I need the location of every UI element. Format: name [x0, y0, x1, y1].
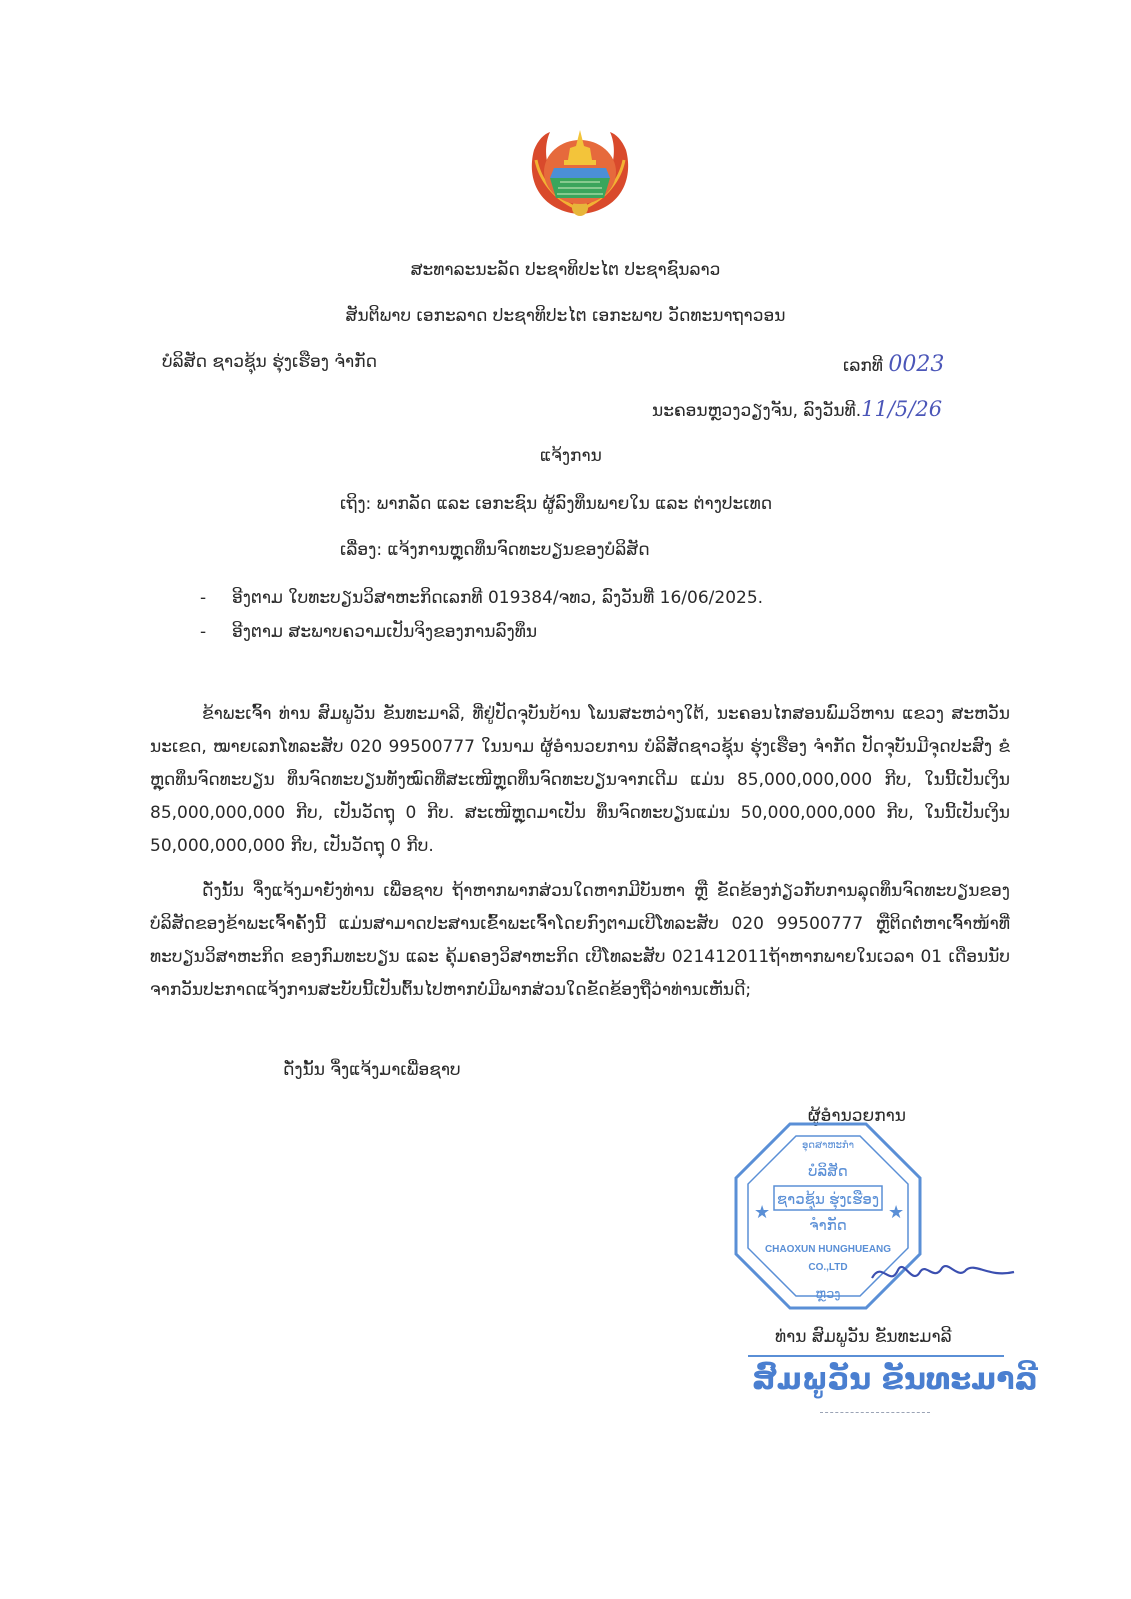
subject-line: ເລື່ອງ: ແຈ້ງການຫຼຸດທຶນຈົດທະບຽນຂອງບໍລິສັດ — [340, 540, 650, 560]
reference-item: ອີງຕາມ ໃບທະບຽນວິສາຫະກິດເລກທີ 019384/ຈທວ, ລົງວັນທີ່ 16/06/2025. — [232, 588, 764, 608]
document-number — [843, 352, 944, 377]
seal-line-3: ຈຳກັດ — [809, 1217, 847, 1234]
signer-position: ຜູ້ອຳນວຍການ — [808, 1106, 906, 1126]
seal-ring-top: ອຸດສາຫະກຳ — [801, 1140, 855, 1151]
national-emblem-icon — [520, 120, 640, 218]
company-name: ບໍລິສັດ ຊາວຊຸ້ນ ຮຸ່ງເຮືອງ ຈຳກັດ — [162, 352, 377, 372]
seal-star-icon: ★ — [888, 1202, 905, 1222]
seal-line-1: ບໍລິສັດ — [808, 1163, 848, 1180]
seal-english-2: CO.,LTD — [808, 1262, 848, 1273]
country-name: ສະທາລະນະລັດ ປະຊາທິປະໄຕ ປະຊາຊົນລາວ — [410, 260, 721, 280]
seal-line-2: ຊາວຊຸ້ນ ຮຸ່ງເຮືອງ — [776, 1191, 880, 1208]
bullet-dash: - — [200, 622, 207, 642]
name-stamp-line — [748, 1355, 1004, 1357]
seal-english-1: CHAOXUN HUNGHUEANG — [764, 1244, 892, 1255]
seal-ring-bottom: ຫຼວງ — [815, 1286, 841, 1301]
place-and-date — [652, 397, 942, 421]
date-label: ນະຄອນຫຼວງວຽງຈັນ, ລົງວັນທີ. — [652, 401, 862, 421]
seal-star-icon: ★ — [754, 1202, 771, 1222]
document-number-value: 0023 — [888, 352, 945, 377]
name-stamp-underline — [820, 1412, 930, 1413]
name-stamp: ສົມພູວັນ ຂັນທະມາລີ — [752, 1362, 1038, 1397]
document-number-label: ເລກທີ — [843, 356, 883, 376]
document-title: ແຈ້ງການ — [540, 446, 602, 466]
bullet-dash: - — [200, 588, 207, 608]
recipient-line: ເຖິງ: ພາກລັດ ແລະ ເອກະຊົນ ຜູ້ລົງທຶນພາຍໃນ ແລະ ຕ່າງປະເທດ — [340, 494, 773, 514]
date-value: 11/5/26 — [861, 397, 943, 421]
body-paragraph-1: ຂ້າພະເຈົ້າ ທ່ານ ສົມພູວັນ ຂັນທະມາລີ, ທີ່ຢູ່ປັດຈຸບັນບ້ານ ໂພນສະຫວ່າງໃຕ້, ນະຄອນໄກສອນພົມວິຫານ ແຂວງ ສະຫວັນນະເຂດ, ໝາຍເລກໂທລະສັບ 020 99500777 ໃນນາມ ຜູ້ອຳນວຍການ ບໍລິສັດຊາວຊຸ້ນ ຮຸ່ງເຮືອງ ຈຳກັດ ປັດຈຸບັນມີຈຸດປະສົງ ຂໍຫຼຸດທຶນຈົດທະບຽນ ທຶນຈົດທະບຽນທັງໝົດທີ່ສະເໜີຫຼຸດທຶນຈົດທະບຽນຈາກເດີມ ແມ່ນ 85,000,000,000 ກີບ, ໃນນີ້ເປັນເງິນ 85,000,000,000 ກີບ, ເປັນວັດຖຸ 0 ກີບ. ສະເໜີຫຼຸດມາເປັນ ທຶນຈົດທະບຽນແມ່ນ 50,000,000,000 ກີບ, ໃນນີ້ເປັນເງິນ 50,000,000,000 ກີບ, ເປັນວັດຖຸ 0 ກີບ. — [150, 704, 1010, 856]
body-paragraph-2: ດັ່ງນັ້ນ ຈຶ່ງແຈ້ງມາຍັງທ່ານ ເພື່ອຊາບ ຖ້າຫາກພາກສ່ວນໃດຫາກມີບັນຫາ ຫຼື ຂັດຂ້ອງກ່ຽວກັບການລຸດທຶນຈົດທະບຽນຂອງບໍລິສັດຂອງຂ້າພະເຈົ້າຄັ້ງນີ້ ແມ່ນສາມາດປະສານເຂົ້າພະເຈົ້າໂດຍກົງຕາມເບີໂທລະສັບ 020 99500777 ຫຼືຕິດຕໍ່ຫາເຈົ້າໜ້າທີ່ທະບຽນວິສາຫະກິດ ຂອງກົມທະບຽນ ແລະ ຄຸ້ມຄອງວິສາຫະກິດ ເບີໂທລະສັບ 021412011ຖ້າຫາກພາຍໃນເວລາ 01 ເດືອນນັບຈາກວັນປະກາດແຈ້ງການສະບັບນີ້ເປັນຕົ້ນໄປຫາກບໍ່ມີພາກສ່ວນໃດຂັດຂ້ອງຖືວ່າທ່ານເຫັນດີ; — [150, 881, 1010, 1000]
signer-name: ທ່ານ ສົມພູວັນ ຂັນທະມາລີ — [775, 1327, 952, 1347]
reference-item: ອີງຕາມ ສະພາບຄວາມເປັນຈິງຂອງການລົງທຶນ — [232, 622, 538, 642]
handwritten-signature — [868, 1252, 1018, 1292]
national-motto: ສັນຕິພາບ ເອກະລາດ ປະຊາທິປະໄຕ ເອກະພາບ ວັດທະນາຖາວອນ — [345, 306, 786, 326]
closing-line: ດັ່ງນັ້ນ ຈຶ່ງແຈ້ງມາເພື່ອຊາບ — [283, 1060, 461, 1080]
